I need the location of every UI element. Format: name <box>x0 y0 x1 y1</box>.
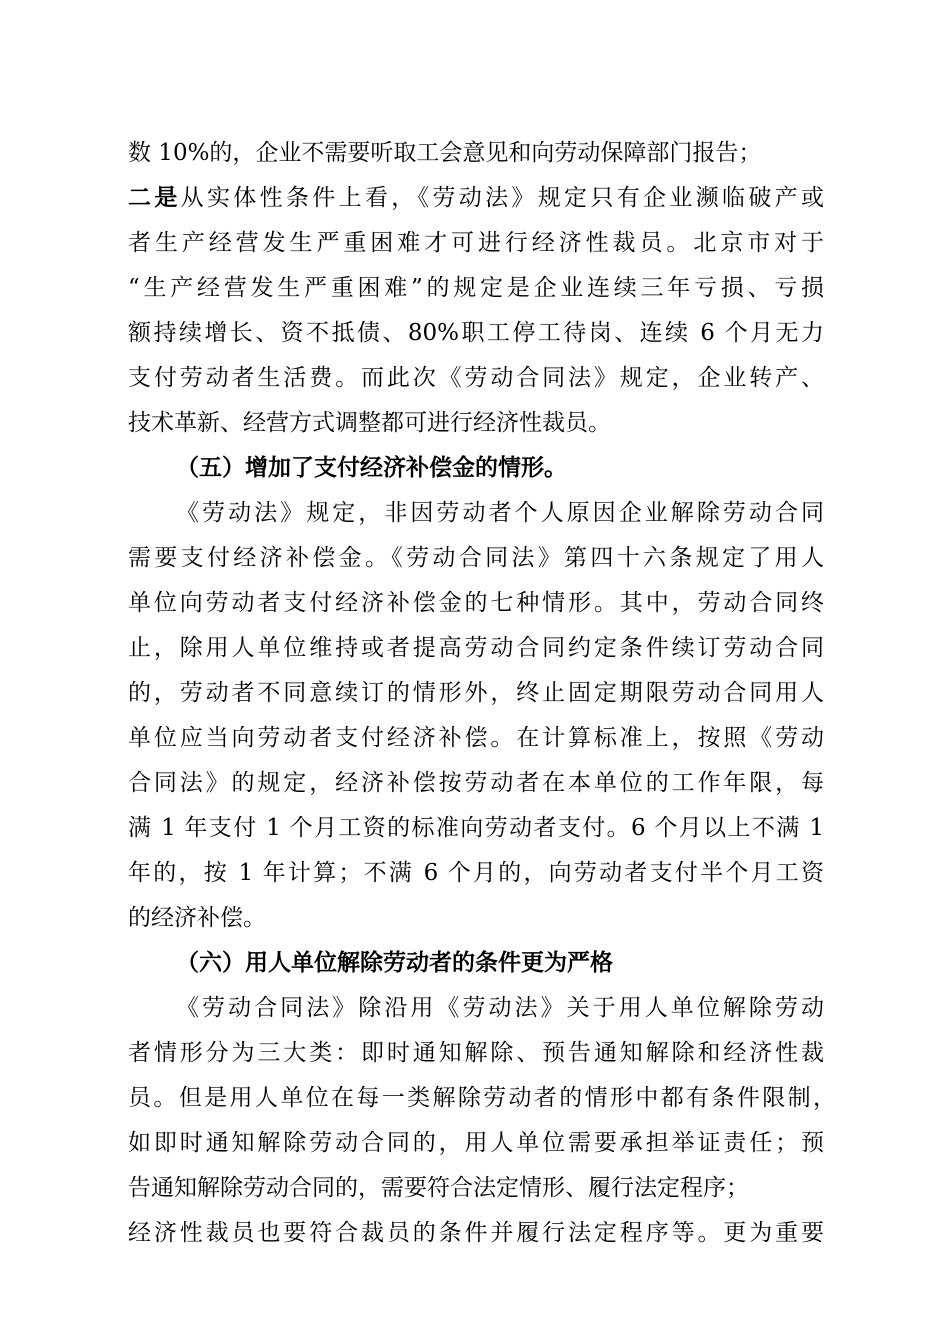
text-line: 者情形分为三大类：即时通知解除、预告通知解除和经济性裁 <box>128 1040 824 1066</box>
text-line: 额持续增长、资不抵债、80%职工停工待岗、连续 6 个月无力 <box>128 320 824 346</box>
text-line: 需要支付经济补偿金。《劳动合同法》第四十六条规定了用人 <box>128 545 824 571</box>
text-line: 技术革新、经营方式调整都可进行经济性裁员。 <box>128 410 611 436</box>
text-line: 止，除用人单位维持或者提高劳动合同约定条件续订劳动合同 <box>128 635 824 661</box>
text-line: 数 10%的，企业不需要听取工会意见和向劳动保障部门报告； <box>128 140 762 166</box>
text-line: 的，劳动者不同意续订的情形外，终止固定期限劳动合同用人 <box>128 680 824 706</box>
text-line: 年的，按 1 年计算；不满 6 个月的，向劳动者支付半个月工资 <box>128 860 824 886</box>
text-line: 者生产经营发生严重困难才可进行经济性裁员。北京市对于 <box>128 230 824 256</box>
text-line: 满 1 年支付 1 个月工资的标准向劳动者支付。6 个月以上不满 1 <box>128 815 824 841</box>
text-line: 合同法》的规定，经济补偿按劳动者在本单位的工作年限，每 <box>128 770 824 796</box>
text-line: 的经济补偿。 <box>128 905 266 931</box>
section-heading-5: （五）增加了支付经济补偿金的情形。 <box>176 454 567 481</box>
text-line: 经济性裁员也要符合裁员的条件并履行法定程序等。更为重要 <box>128 1220 824 1246</box>
text-line: 《劳动法》规定，非因劳动者个人原因企业解除劳动合同 <box>176 500 824 526</box>
text-line: “生产经营发生严重困难”的规定是企业连续三年亏损、亏损 <box>128 275 824 301</box>
emphasis-lead: 二是 <box>128 184 181 211</box>
text-line: 员。但是用人单位在每一类解除劳动者的情形中都有条件限制， <box>128 1085 836 1111</box>
section-heading-6: （六）用人单位解除劳动者的条件更为严格 <box>176 949 613 976</box>
text-line: 《劳动合同法》除沿用《劳动法》关于用人单位解除劳动 <box>176 995 824 1021</box>
text-line: 单位应当向劳动者支付经济补偿。在计算标准上，按照《劳动 <box>128 725 824 751</box>
text-line: 单位向劳动者支付经济补偿金的七种情形。其中，劳动合同终 <box>128 590 824 616</box>
text-line: 告通知解除劳动合同的，需要符合法定情形、履行法定程序； <box>128 1175 749 1201</box>
text-run: 从实体性条件上看，《劳动法》规定只有企业濒临破产或 <box>180 185 825 211</box>
text-line: 如即时通知解除劳动合同的，用人单位需要承担举证责任；预 <box>128 1130 824 1156</box>
text-line <box>128 178 824 218</box>
text-line: 支付劳动者生活费。而此次《劳动合同法》规定，企业转产、 <box>128 365 824 391</box>
